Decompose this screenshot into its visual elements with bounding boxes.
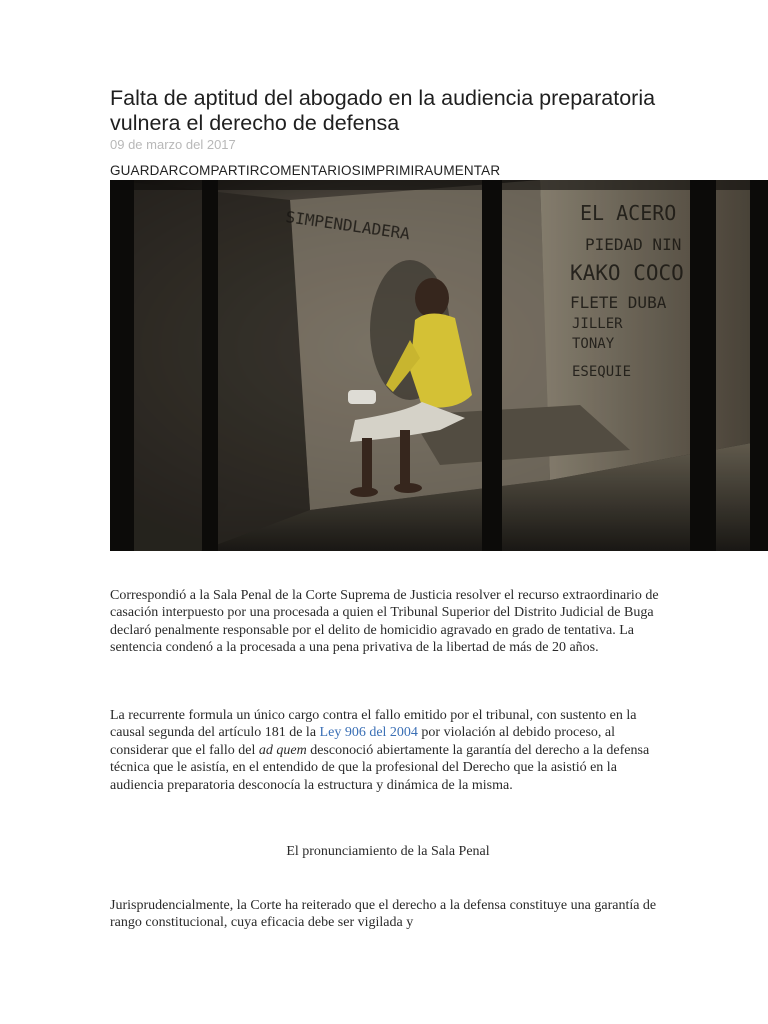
- article-photo: [110, 180, 768, 551]
- article-title: Falta de aptitud del abogado en la audiencia preparatoria vulnera el derecho de defensa: [110, 86, 656, 135]
- svg-text:JILLER: JILLER: [572, 316, 623, 332]
- svg-text:PIEDAD NIN: PIEDAD NIN: [585, 235, 682, 254]
- article-date: 09 de marzo del 2017: [110, 137, 236, 152]
- latin-term: ad quem: [258, 742, 307, 758]
- paragraph-2: [110, 707, 666, 794]
- paragraph-1: Correspondió a la Sala Penal de la Corte Suprema de Justicia resolver el recurso extraordinario de casación interpuesto por una procesada a quien el Tribunal Superior del Distrito Judicial de Buga declaró penalmente responsable por el delito de homicidio agravado en grado de tentativa. La sentencia condenó a la procesada a una pena privativa de la libertad de más de 20 años.: [110, 588, 659, 656]
- share-action[interactable]: COMPARTIR: [178, 163, 260, 178]
- svg-text:EL ACERO: EL ACERO: [580, 201, 677, 225]
- svg-text:ESEQUIE: ESEQUIE: [572, 364, 632, 380]
- paragraph-3: Jurisprudencialmente, la Corte ha reiterado que el derecho a la defensa constituye una garantía de rango constitucional, cuya eficacia debe ser vigilada y: [110, 898, 657, 931]
- paragraph-2-text-b: por violación al debido proceso, al considerar que el fallo del: [110, 725, 616, 758]
- law-link[interactable]: Ley 906 del 2004: [319, 725, 418, 741]
- print-action[interactable]: IMPRIMIR: [360, 163, 425, 178]
- article-actions: [110, 163, 500, 178]
- comments-action[interactable]: COMENTARIOS: [259, 163, 361, 178]
- prison-cell-photo: [110, 180, 768, 551]
- svg-text:FLETE DUBA: FLETE DUBA: [570, 293, 667, 312]
- svg-text:TONAY: TONAY: [572, 336, 615, 352]
- paragraph-2-text-c: desconoció abiertamente la garantía del derecho a la defensa técnica que le asistía, en el entendido de que la profesional del Derecho que la asistió en la audiencia preparatoria desconocía la estructura y dinámica de la misma.: [110, 742, 650, 793]
- enlarge-text-action[interactable]: AUMENTAR: [424, 163, 501, 178]
- svg-text:KAKO COCO: KAKO COCO: [570, 261, 684, 285]
- svg-text:SIMPENDLADERA: SIMPENDLADERA: [284, 207, 412, 244]
- paragraph-2-text-a: La recurrente formula un único cargo contra el fallo emitido por el tribunal, con sustento en la causal segunda del artículo 181 de la: [110, 708, 637, 741]
- section-subheading: El pronunciamiento de la Sala Penal: [286, 844, 490, 859]
- save-action[interactable]: GUARDAR: [110, 163, 179, 178]
